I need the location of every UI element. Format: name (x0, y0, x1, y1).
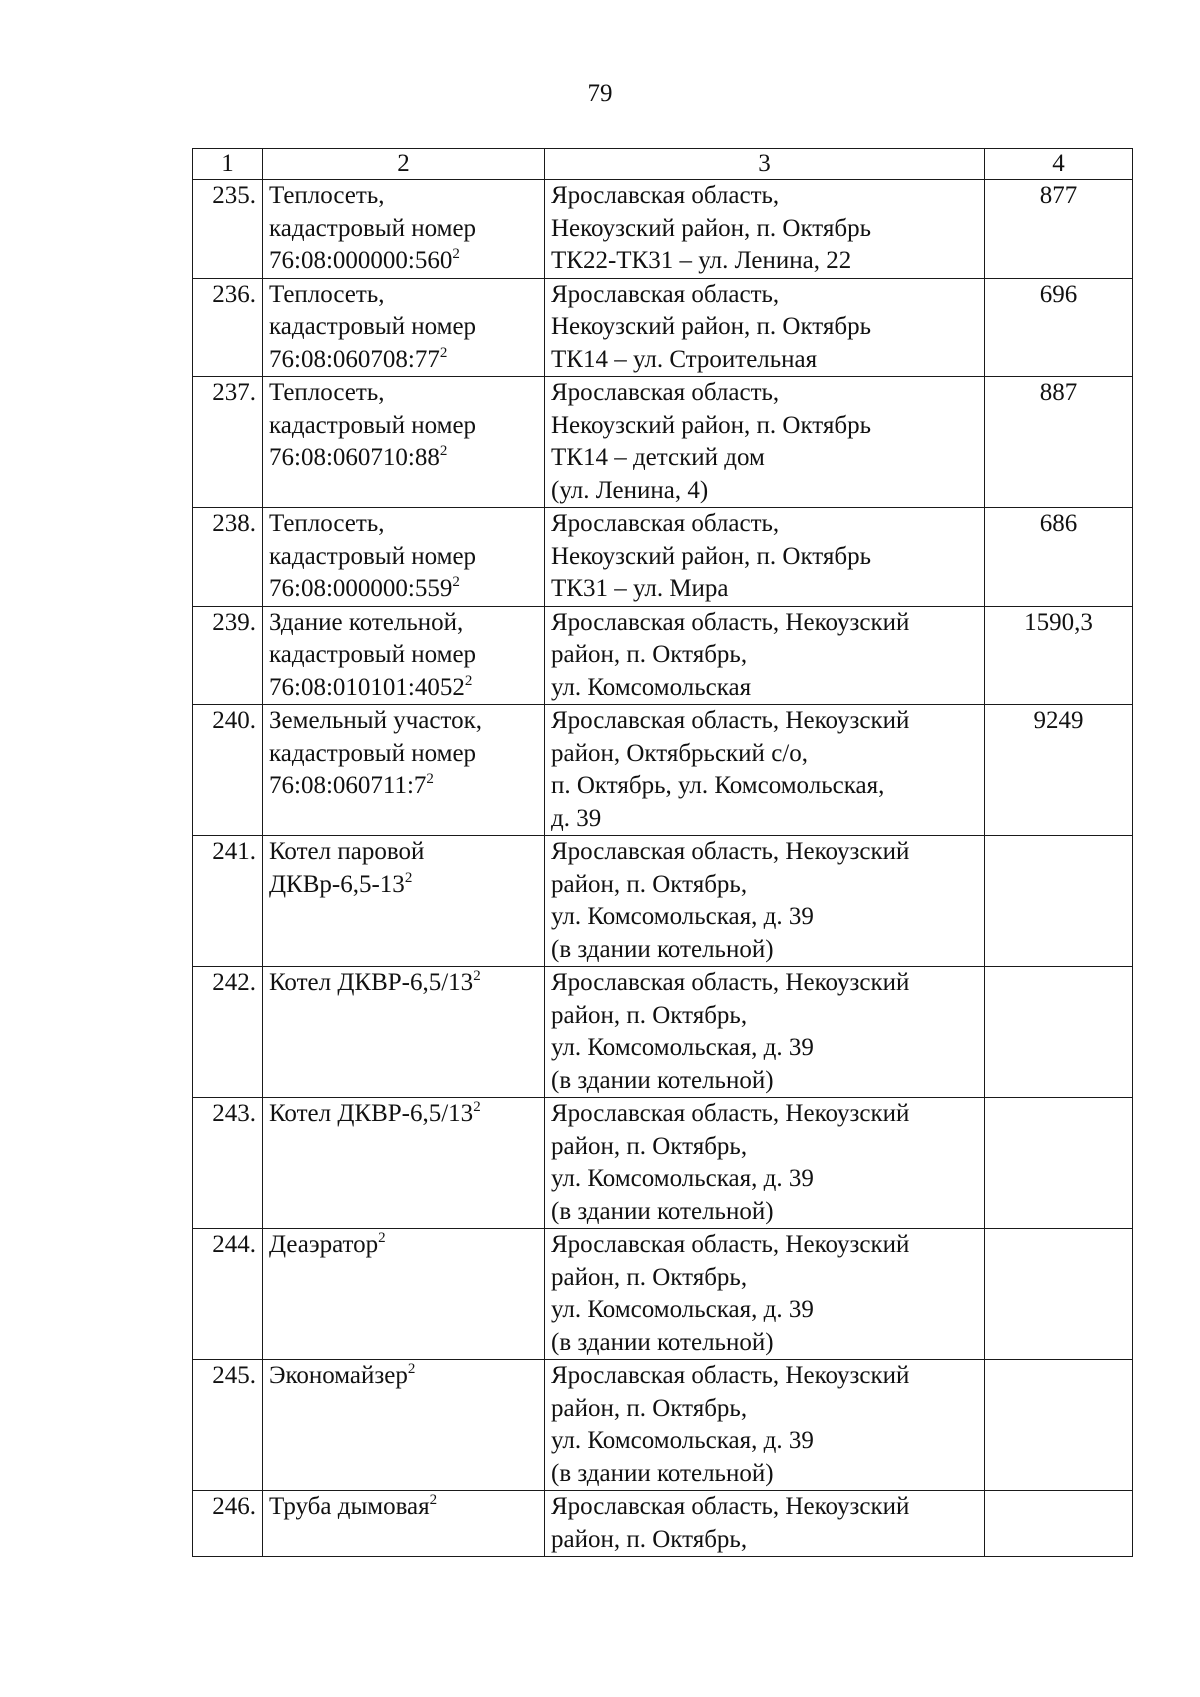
object-name-cell (263, 967, 545, 1098)
object-name-text: Котел ДКВР-6,5/13 (269, 969, 474, 996)
footnote-marker: 2 (429, 1492, 438, 1508)
row-number-cell: 236. (193, 278, 263, 377)
object-name-cell (263, 278, 545, 377)
object-name-text: Теплосеть, кадастровый номер 76:08:060708:77 (269, 280, 477, 373)
footnote-marker: 2 (407, 1361, 416, 1377)
header-cell-4: 4 (985, 149, 1133, 180)
row-number-cell: 239. (193, 606, 263, 705)
value-cell (985, 1491, 1133, 1557)
object-name-text: Теплосеть, кадастровый номер 76:08:000000:559 (269, 510, 477, 602)
object-name-cell (263, 1491, 545, 1557)
address-cell: Ярославская область, Некоузский район, п. Октябрь ТК31 – ул. Мира (545, 508, 985, 607)
value-cell: 877 (985, 180, 1133, 279)
table-row (193, 180, 1133, 279)
row-number-cell: 242. (193, 967, 263, 1098)
object-name-text: Экономайзер (269, 1362, 408, 1389)
address-cell: Ярославская область, Некоузский район, п. Октябрь, ул. Комсомольская (545, 606, 985, 705)
header-cell-2: 2 (263, 149, 545, 180)
footnote-marker: 2 (452, 246, 460, 262)
header-cell-3: 3 (545, 149, 985, 180)
row-number-cell: 241. (193, 836, 263, 967)
row-number-cell: 238. (193, 508, 263, 607)
address-cell: Ярославская область, Некоузский район, п. Октябрь, ул. Комсомольская, д. 39 (в здании котельной) (545, 1360, 985, 1491)
value-cell: 696 (985, 278, 1133, 377)
address-cell: Ярославская область, Некоузский район, п. Октябрь ТК14 – ул. Строительная (545, 278, 985, 377)
object-name-cell (263, 836, 545, 967)
object-name-cell (263, 180, 545, 279)
value-cell (985, 1360, 1133, 1491)
object-name-cell (263, 606, 545, 705)
footnote-marker: 2 (439, 443, 448, 459)
table-row (193, 508, 1133, 607)
footnote-marker: 2 (378, 1230, 386, 1246)
value-cell (985, 1229, 1133, 1360)
address-cell: Ярославская область, Некоузский район, п. Октябрь ТК22-ТК31 – ул. Ленина, 22 (545, 180, 985, 279)
object-name-text: Теплосеть, кадастровый номер 76:08:060710:88 (269, 379, 477, 471)
table-row (193, 836, 1133, 967)
value-cell (985, 1098, 1133, 1229)
footnote-marker: 2 (473, 968, 481, 984)
footnote-marker: 2 (473, 1099, 481, 1115)
table-header-row (193, 149, 1133, 180)
header-cell-1: 1 (193, 149, 263, 180)
table-row (193, 967, 1133, 1098)
footnote-marker: 2 (452, 574, 460, 590)
table-row (193, 377, 1133, 508)
object-name-cell (263, 508, 545, 607)
object-name-cell (263, 1360, 545, 1491)
row-number-cell: 245. (193, 1360, 263, 1491)
address-cell: Ярославская область, Некоузский район, п. Октябрь, ул. Комсомольская, д. 39 (в здании котельной) (545, 836, 985, 967)
footnote-marker: 2 (439, 344, 448, 361)
row-number-cell: 244. (193, 1229, 263, 1360)
table-row (193, 1229, 1133, 1360)
object-name-text: Теплосеть, кадастровый номер 76:08:000000:560 (269, 182, 477, 274)
address-cell: Ярославская область, Некоузский район, п. Октябрь, (545, 1491, 985, 1557)
object-name-text: Котел паровой ДКВр-6,5-13 (269, 838, 425, 898)
object-name-cell (263, 705, 545, 836)
object-name-text: Деаэратор (269, 1231, 379, 1258)
address-cell: Ярославская область, Некоузский район, п. Октябрь, ул. Комсомольская, д. 39 (в здании котельной) (545, 967, 985, 1098)
table-row (193, 1491, 1133, 1557)
row-number-cell: 235. (193, 180, 263, 279)
object-name-text: Земельный участок, кадастровый номер 76:08:060711:7 (269, 707, 482, 799)
table-row (193, 606, 1133, 705)
value-cell (985, 967, 1133, 1098)
row-number-cell: 240. (193, 705, 263, 836)
value-cell (985, 836, 1133, 967)
table-row (193, 278, 1133, 377)
object-name-cell (263, 1098, 545, 1229)
table-row (193, 1360, 1133, 1491)
table-row (193, 1098, 1133, 1229)
table-row (193, 705, 1133, 836)
address-cell: Ярославская область, Некоузский район, п. Октябрь, ул. Комсомольская, д. 39 (в здании котельной) (545, 1098, 985, 1229)
value-cell: 1590,3 (985, 606, 1133, 705)
object-name-text: Труба дымовая (269, 1493, 430, 1520)
footnote-marker: 2 (404, 869, 413, 886)
object-name-text: Котел ДКВР-6,5/13 (269, 1100, 474, 1127)
object-name-text: Здание котельной, кадастровый номер 76:08:010101:4052 (269, 608, 477, 701)
property-table (192, 148, 1133, 1557)
row-number-cell: 246. (193, 1491, 263, 1557)
address-cell: Ярославская область, Некоузский район, Октябрьский с/о, п. Октябрь, ул. Комсомольская, д. 39 (545, 705, 985, 836)
object-name-cell (263, 1229, 545, 1360)
value-cell: 887 (985, 377, 1133, 508)
footnote-marker: 2 (464, 672, 473, 689)
address-cell: Ярославская область, Некоузский район, п. Октябрь, ул. Комсомольская, д. 39 (в здании котельной) (545, 1229, 985, 1360)
object-name-cell (263, 377, 545, 508)
footnote-marker: 2 (426, 771, 434, 787)
row-number-cell: 243. (193, 1098, 263, 1229)
value-cell: 686 (985, 508, 1133, 607)
address-cell: Ярославская область, Некоузский район, п. Октябрь ТК14 – детский дом (ул. Ленина, 4) (545, 377, 985, 508)
value-cell: 9249 (985, 705, 1133, 836)
page-number: 79 (587, 80, 613, 107)
row-number-cell: 237. (193, 377, 263, 508)
